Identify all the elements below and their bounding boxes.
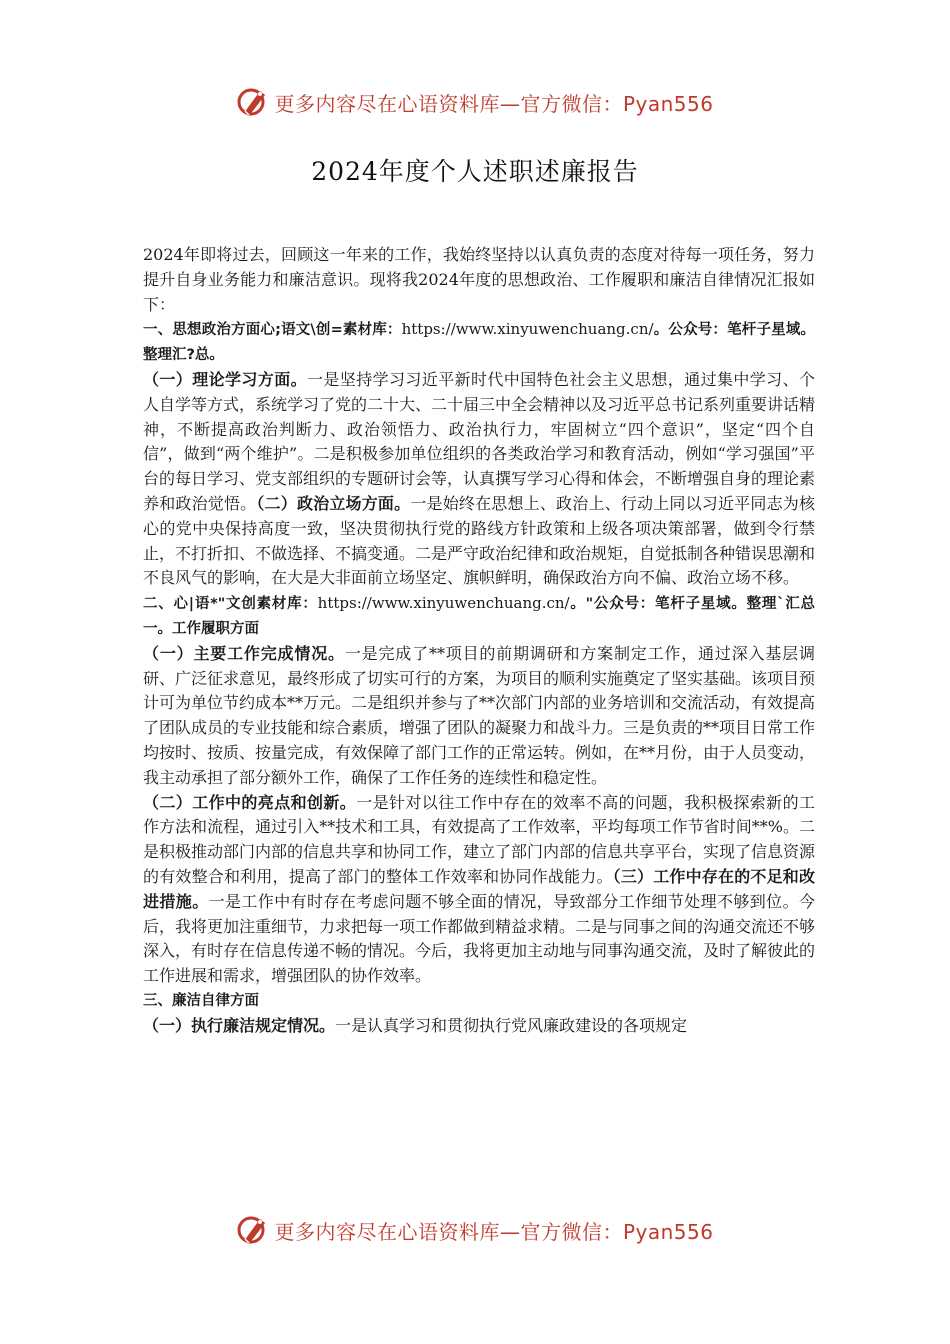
section-1-url: https://www.xinyuwenchuang.cn/ (401, 320, 654, 339)
section-2-sub2-text: 一是针对以往工作中存在的效率不高的问题，我积极探索新的工作方法和流程，通过引入**技术和工具，有效提高了工作效率，平均每项工作节省时间**%。二是积极推动部门内部的信息共享和协同工作，建立了部门内部的信息共享平台，实现了信息资源的有效整合和利用，提高了部门的整体工作效率和协同作战能力。 (143, 792, 816, 886)
section-3-sub1-text: 一是认真学习和贯彻执行党风廉政建设的各项规定 (335, 1015, 688, 1035)
section-1-heading (143, 317, 815, 368)
section-1-paragraph (143, 368, 815, 591)
section-1-sub1-label: （一）理论学习方面。 (143, 369, 307, 389)
section-2-heading-a: 二、心|语*"文创素材库： (143, 596, 318, 613)
section-2-paragraph-2 (143, 791, 815, 989)
header-banner (0, 80, 950, 124)
section-2-sub1-text: 一是完成了**项目的前期调研和方案制定工作，通过深入基层调研、广泛征求意见，最终形成了切实可行的方案，为项目的顺利实施奠定了坚实基础。该项目预计可为单位节约成本**万元。二是组织并参与了**次部门内部的业务培训和交流活动，有效提高了团队成员的专业技能和综合素质，增强了团队的凝聚力和战斗力。三是负责的**项目日常工作均按时、按质、按量完成，有效保障了部门工作的正常运转。例如，在**月份，由于人员变动，我主动承担了部分额外工作，确保了工作任务的连续性和稳定性。 (143, 643, 816, 787)
section-3-paragraph (143, 1014, 815, 1039)
section-1-sub1-text: 一是坚持学习习近平新时代中国特色社会主义思想，通过集中学习、个人自学等方式，系统学习了党的二十大、二十届三中全会精神以及习近平总书记系列重要讲话精神，不断提高政治判断力、政治领悟力、政治执行力，牢固树立“四个意识”，坚定“四个自信”，做到“两个维护”。二是积极参加单位组织的各类政治学习和教育活动，例如“学习强国”平台的每日学习、党支部组织的专题研讨会等，认真撰写学习心得和体会，不断增强自身的理论素养和政治觉悟。 (143, 369, 816, 513)
pen-nib-logo-icon (236, 1213, 270, 1247)
document-body (143, 243, 815, 1039)
section-2-url: https://www.xinyuwenchuang.cn/ (317, 594, 570, 613)
section-1-heading-a: 一、思想政治方面心;语文\创=素材库： (143, 322, 402, 339)
footer-banner-text: 更多内容尽在心语资料库—官方微信：Pyan556 (274, 1219, 714, 1244)
section-2-sub1-label: （一）主要工作完成情况。 (143, 643, 345, 663)
section-2-sub3-label: （三）工作中存在的不足和改进措施。 (143, 866, 815, 911)
section-1-sub2-text: 一是始终在思想上、政治上、行动上同以习近平同志为核心的党中央保持高度一致，坚决贯彻执行党的路线方针政策和上级各项决策部署，做到令行禁止，不打折扣、不做选择、不搞变通。二是严守政治纪律和政治规矩，自觉抵制各种错误思潮和不良风气的影响，在大是大非面前立场坚定、旗帜鲜明，确保政治方向不偏、政治立场不移。 (143, 493, 816, 588)
section-2-paragraph-1 (143, 642, 815, 791)
section-3-sub1-label: （一）执行廉洁规定情况。 (143, 1015, 336, 1035)
pen-nib-logo-icon (236, 85, 270, 119)
section-1-heading-b: 。公众号：笔杆子星域。整理汇?总。 (143, 322, 815, 364)
section-2-sub2-label: （二）工作中的亮点和创新。 (143, 792, 357, 812)
section-2-sub3-text: 一是工作中有时存在考虑问题不够全面的情况，导致部分工作细节处理不够到位。今后，我将更加注重细节，力求把每一项工作都做到精益求精。二是与同事之间的沟通交流还不够深入，有时存在信息传递不畅的情况。今后，我将更加主动地与同事沟通交流，及时了解彼此的工作进展和需求，增强团队的协作效率。 (143, 891, 816, 986)
section-2-heading (143, 591, 815, 642)
section-3-heading: 三、廉洁自律方面 (143, 992, 259, 1009)
intro-paragraph: 2024年即将过去，回顾这一年来的工作，我始终坚持以认真负责的态度对待每一项任务，努力提升自身业务能力和廉洁意识。现将我2024年度的思想政治、工作履职和廉洁自律情况汇报如下： (143, 245, 815, 314)
document-title: 2024年度个人述职述廉报告 (311, 157, 639, 186)
section-2-heading-b: 。"公众号：笔杆子星域。整理`汇总一。工作履职方面 (143, 596, 815, 637)
header-banner-text: 更多内容尽在心语资料库—官方微信：Pyan556 (274, 91, 714, 116)
footer-banner (0, 1208, 950, 1252)
section-1-sub2-label: （二）政治立场方面。 (256, 493, 411, 513)
